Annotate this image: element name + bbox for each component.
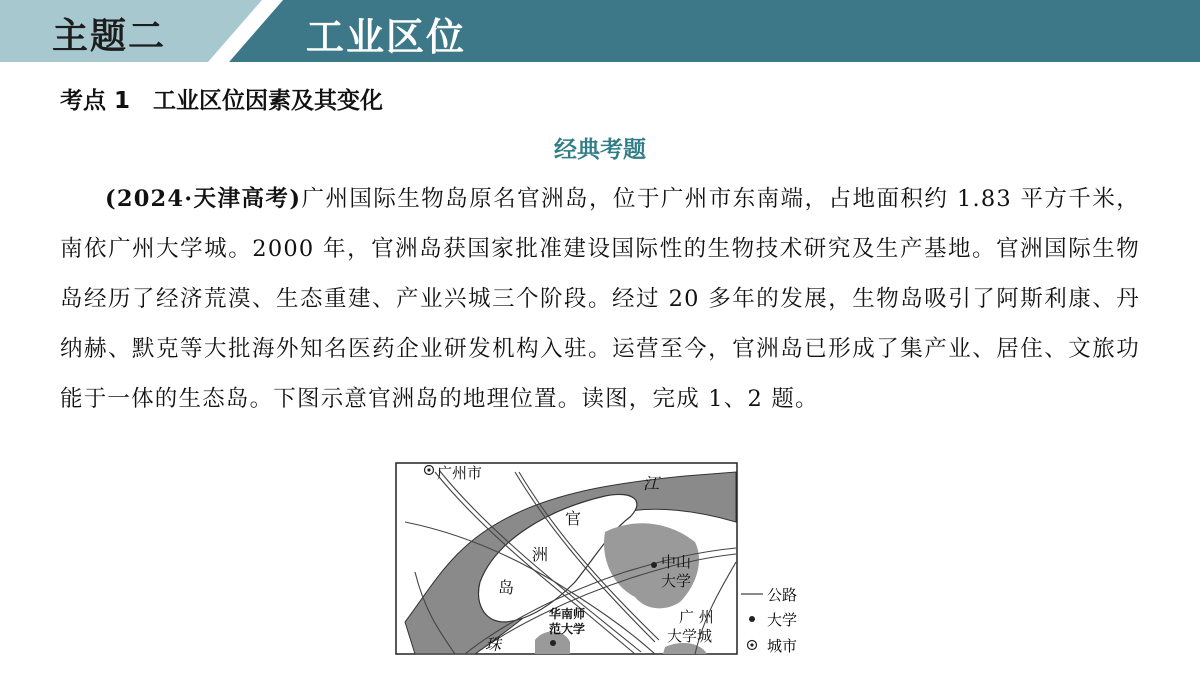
map-legend <box>741 586 797 655</box>
university-dot-icon <box>651 562 657 568</box>
island-label-guan: 官 <box>565 509 582 528</box>
university-dot-icon <box>749 616 755 622</box>
university-label: 大学 <box>661 572 692 590</box>
topic-label: 主题二 <box>52 16 167 57</box>
question-paragraph <box>60 174 1140 424</box>
district-label: 广 州 <box>679 608 714 626</box>
university-dot-icon <box>550 640 556 646</box>
subheading: 经典考题 <box>554 137 646 163</box>
question-text: 广州国际生物岛原名官洲岛，位于广州市东南端，占地面积约 1.83 平方千米，南依广州大学城。2000 年，官洲岛获国家批准建设国际性的生物技术研究及生产基地。官洲国际生物岛经历了经济荒漠、生态重建、产业兴城三个阶段。经过 20 多年的发展，生物岛吸引了阿斯利康、丹纳赫、默克等大批海外知名医药企业研发机构入驻。运营至今，官洲岛已形成了集产业、居住、文旅功能于一体的生态岛。下图示意官洲岛的地理位置。读图，完成 1、2 题。 <box>60 186 1140 412</box>
city-dot <box>427 468 430 471</box>
section-heading: 考点 1 工业区位因素及其变化 <box>60 88 384 114</box>
header-band <box>0 0 1200 62</box>
island-label-zhou: 洲 <box>532 545 549 564</box>
question-source: (2024·天津高考) <box>105 186 302 212</box>
university-label: 华南师 <box>549 607 586 621</box>
university-label: 中山 <box>661 553 692 571</box>
page-header <box>0 0 1200 62</box>
city-dot <box>750 643 753 646</box>
river-label-jiang: 江 <box>643 474 660 493</box>
page-title: 工业区位 <box>306 15 467 59</box>
district-label: 大学城 <box>667 627 713 645</box>
legend-label: 大学 <box>767 611 798 629</box>
legend-label: 城市 <box>767 637 798 655</box>
city-label: 广州市 <box>437 464 483 482</box>
university-label: 范大学 <box>549 622 586 636</box>
legend-label: 公路 <box>767 586 798 604</box>
river-label-zhu: 珠 <box>485 635 502 654</box>
island-label-dao: 岛 <box>498 578 515 597</box>
location-map <box>395 462 825 657</box>
